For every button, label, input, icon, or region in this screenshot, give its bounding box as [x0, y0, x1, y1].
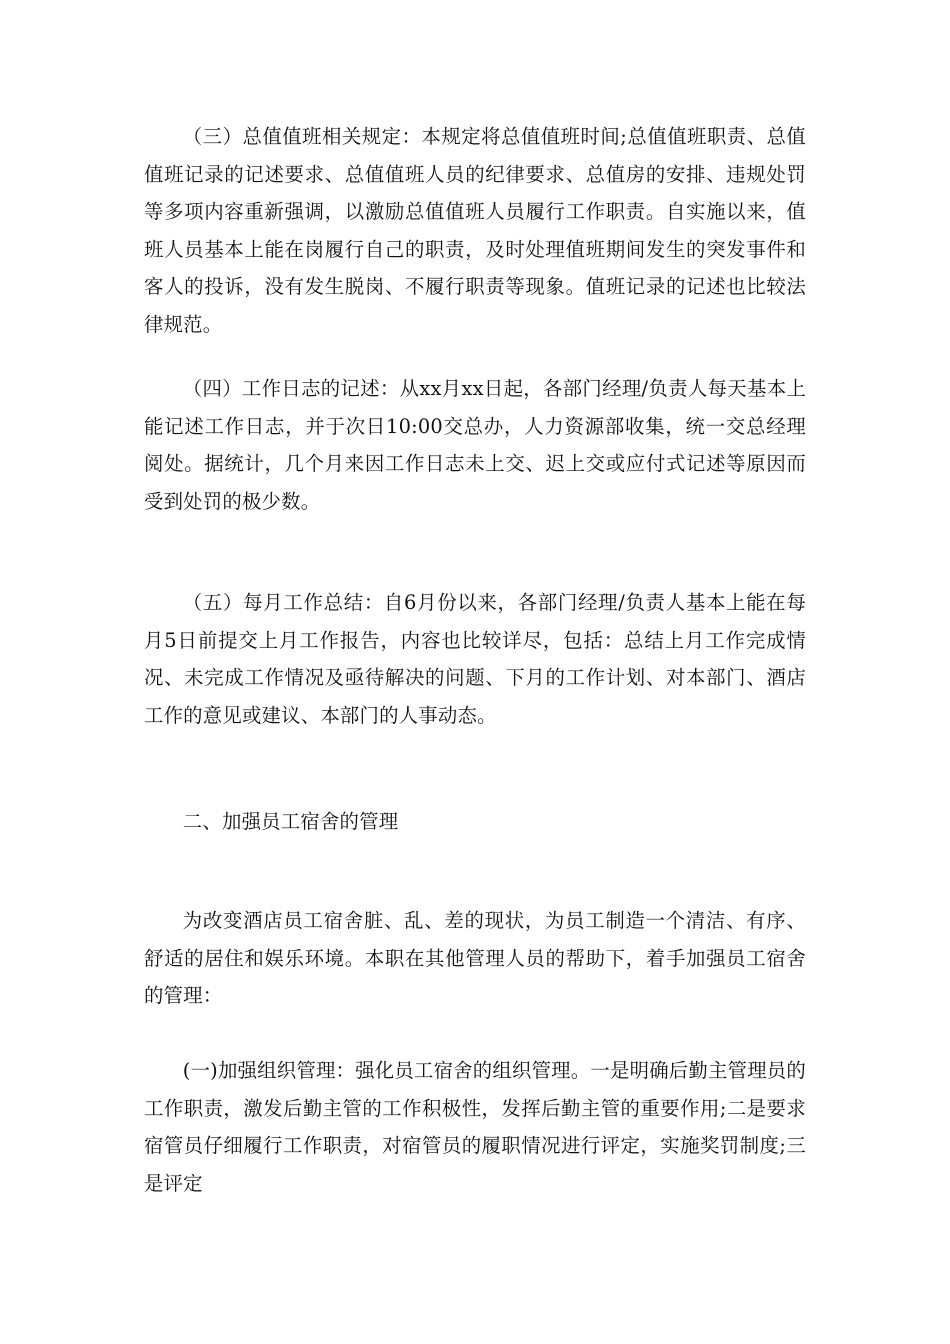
- paragraph-dormitory-intro: 为改变酒店员工宿舍脏、乱、差的现状，为员工制造一个清洁、有序、舒适的居住和娱乐环境。本职在其他管理人员的帮助下，着手加强员工宿舍的管理：: [144, 909, 806, 1008]
- paragraph-work-log: （四）工作日志的记述：从xx月xx日起，各部门经理/负责人每天基本上能记述工作日志，并于次日10:00交总办，人力资源部收集，统一交总经理阅处。据统计，几个月来因工作日志未上交、迟上交或应付式记述等原因而受到处罚的极少数。: [144, 377, 806, 513]
- section-heading-dormitory: 二、加强员工宿舍的管理: [182, 810, 399, 833]
- paragraph-duty-rules: （三）总值值班相关规定：本规定将总值值班时间;总值值班职责、总值值班记录的记述要求、总值值班人员的纪律要求、总值房的安排、违规处罚等多项内容重新强调，以激励总值值班人员履行工作职责。自实施以来，值班人员基本上能在岗履行自己的职责，及时处理值班期间发生的突发事件和客人的投诉，没有发生脱岗、不履行职责等现象。值班记录的记述也比较法律规范。: [144, 125, 806, 336]
- paragraph-organization-management: (一)加强组织管理：强化员工宿舍的组织管理。一是明确后勤主管理员的工作职责，激发后勤主管的工作积极性，发挥后勤主管的重要作用;二是要求宿管员仔细履行工作职责，对宿管员的履职情况进行评定，实施奖罚制度;三是评定: [144, 1059, 806, 1195]
- paragraph-monthly-summary: （五）每月工作总结：自6月份以来，各部门经理/负责人基本上能在每月5日前提交上月工作报告，内容也比较详尽，包括：总结上月工作完成情况、未完成工作情况及亟待解决的问题、下月的工作计划、对本部门、酒店工作的意见或建议、本部门的人事动态。: [144, 591, 806, 727]
